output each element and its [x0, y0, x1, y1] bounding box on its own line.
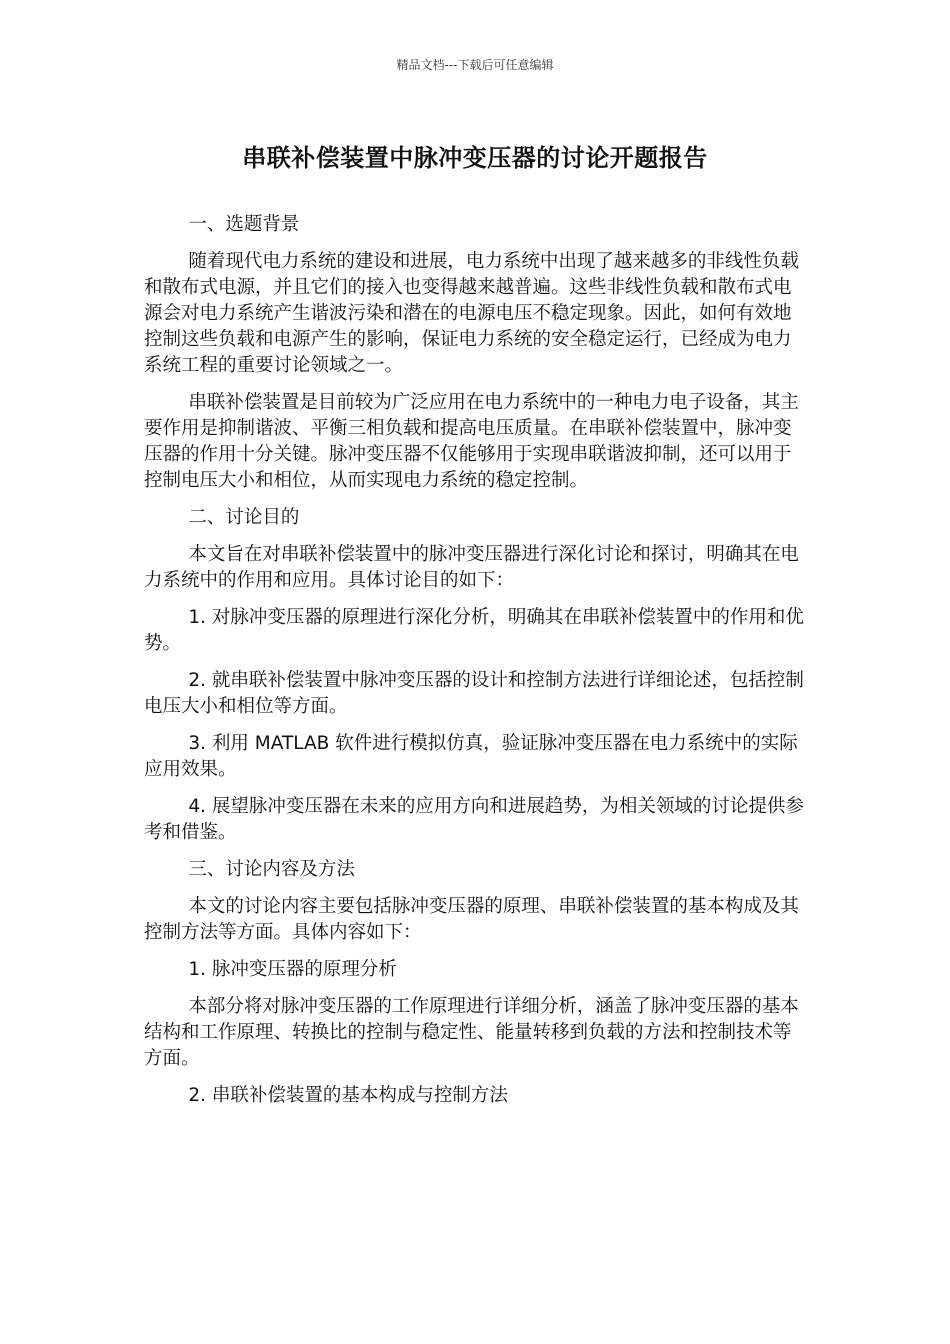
document-title: 串联补偿装置中脉冲变压器的讨论开题报告	[242, 144, 708, 172]
subheading-methods-1: 1. 脉冲变压器的原理分析	[188, 959, 397, 980]
paragraph-methods-1: 本部分将对脉冲变压器的工作原理进行详细分析，涵盖了脉冲变压器的基本结构和工作原理、转换比的控制与稳定性、能量转移到负载的方法和控制技术等方面。	[144, 996, 799, 1069]
list-item-purpose-4: 4. 展望脉冲变压器在未来的应用方向和进展趋势，为相关领域的讨论提供参考和借鉴。	[144, 796, 804, 843]
paragraph-background-2: 串联补偿装置是目前较为广泛应用在电力系统中的一种电力电子设备，其主要作用是抑制谐波、平衡三相负载和提高电压质量。在串联补偿装置中，脉冲变压器的作用十分关键。脉冲变压器不仅能够用于实现串联谐波抑制，还可以用于控制电压大小和相位，从而实现电力系统的稳定控制。	[144, 392, 799, 491]
section-heading-methods: 三、讨论内容及方法	[188, 859, 355, 880]
subheading-methods-2: 2. 串联补偿装置的基本构成与控制方法	[188, 1085, 508, 1106]
document-body	[144, 212, 808, 1120]
list-item-purpose-3: 3. 利用 MATLAB 软件进行模拟仿真，验证脉冲变压器在电力系统中的实际应用效果。	[144, 733, 798, 780]
paragraph-background-1: 随着现代电力系统的建设和进展，电力系统中出现了越来越多的非线性负载和散布式电源，并且它们的接入也变得越来越普遍。这些非线性负载和散布式电源会对电力系统产生谐波污染和潜在的电源电压不稳定现象。因此，如何有效地控制这些负载和电源产生的影响，保证电力系统的安全稳定运行，已经成为电力系统工程的重要讨论领域之一。	[144, 251, 799, 376]
paragraph-methods-intro: 本文的讨论内容主要包括脉冲变压器的原理、串联补偿装置的基本构成及其控制方法等方面。具体内容如下：	[144, 896, 799, 943]
list-item-purpose-1: 1. 对脉冲变压器的原理进行深化分析，明确其在串联补偿装置中的作用和优势。	[144, 607, 804, 654]
section-heading-background: 一、选题背景	[188, 214, 300, 235]
list-item-purpose-2: 2. 就串联补偿装置中脉冲变压器的设计和控制方法进行详细论述，包括控制电压大小和相位等方面。	[144, 670, 804, 717]
section-heading-purpose: 二、讨论目的	[188, 507, 300, 528]
paragraph-purpose-intro: 本文旨在对串联补偿装置中的脉冲变压器进行深化讨论和探讨，明确其在电力系统中的作用和应用。具体讨论目的如下：	[144, 544, 799, 591]
page-header-note: 精品文档---下载后可任意编辑	[396, 58, 554, 72]
